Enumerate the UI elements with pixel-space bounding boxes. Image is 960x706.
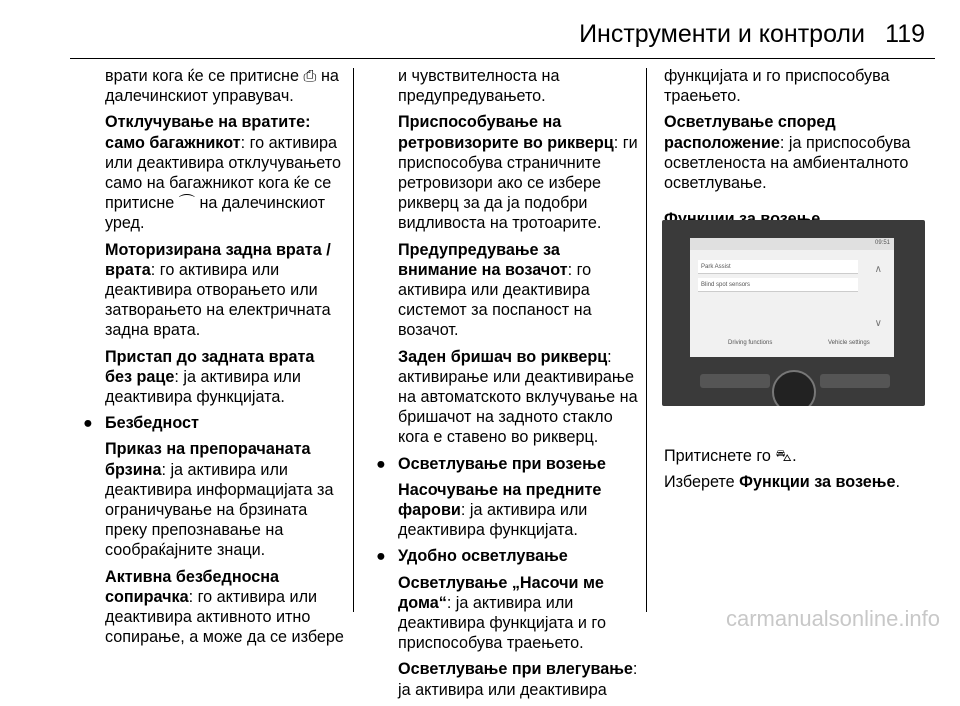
- bullet-icon: ●: [83, 414, 93, 433]
- chevron-up-icon: ∧: [874, 264, 882, 275]
- column-divider: [646, 68, 647, 612]
- paragraph: Изберете Функции за возење.: [664, 473, 900, 492]
- paragraph: и чувствителноста на предупредувањето.: [398, 67, 560, 106]
- column-1: [83, 66, 345, 653]
- screen-tabs: [698, 340, 888, 352]
- paragraph: Приспособување на ретровизорите во рикверц: ги приспособува страничните ретровизори ако се избере рикверц за да ја подобри видливоста на тротоарите.: [398, 113, 638, 233]
- paragraph: Активна безбедносна сопирачка: го активира или деактивира активното итно сопирање, а може да се избере: [105, 567, 344, 647]
- paragraph: Отклучување на вратите: само багажникот: го активира или деактивира отклучувањето само на багажникот кога ќе се притисне ⌒ на далечинскиот уред.: [105, 113, 342, 233]
- screen-ui: [690, 238, 894, 357]
- paragraph: Заден бришач во рикверц: активирање или деактивирање на автоматското вклучување на бришачот на задното стакло кога е ставено во рикверц.: [398, 347, 638, 447]
- button-strip-right: [820, 374, 890, 388]
- tab-driving-functions: Driving functions: [728, 340, 773, 346]
- paragraph: Предупредување за внимание на возачот: го активира или деактивира системот за поспаност на возачот.: [398, 240, 592, 340]
- page-header: [0, 0, 960, 62]
- clock: 09:51: [874, 240, 890, 246]
- page-number: 119: [885, 20, 925, 48]
- column-3: [664, 66, 929, 235]
- bullet-icon: ●: [376, 547, 386, 566]
- column-divider: [353, 68, 354, 612]
- button-strip-left: [700, 374, 770, 388]
- row-blind-spot: Blind spot sensors: [698, 278, 858, 292]
- paragraph: Осветлување при влегување: ја активира или деактивира: [398, 660, 638, 699]
- volume-knob: [772, 370, 816, 406]
- header-rule: [70, 58, 935, 59]
- bullet-icon: ●: [376, 454, 386, 473]
- paragraph: Моторизирана задна врата / врата: го активира или деактивира отворањето или затворањето на електричната задна врата.: [105, 240, 331, 340]
- bullet-item: ● Безбедност: [83, 414, 199, 433]
- watermark: carmanualsonline.info: [725, 606, 940, 631]
- bullet-item: ● Удобно осветлување: [376, 547, 568, 566]
- status-bar: [690, 238, 894, 250]
- paragraph: Притиснете го ⛍.: [664, 447, 797, 465]
- column-2: [376, 66, 638, 706]
- paragraph: Приказ на препорачаната брзина: ја активира или деактивира информацијата за ограничувањe на брзината преку препознавање на сообраќајните знаци.: [105, 440, 334, 560]
- row-park-assist: Park Assist: [698, 260, 858, 274]
- page-title: Инструменти и контроли: [579, 20, 865, 48]
- bullet-item: ● Осветлување при возење: [376, 454, 606, 473]
- paragraph: Осветлување според расположение: ја приспособува осветленоста на амбиенталното осветлување.: [664, 113, 911, 193]
- paragraph: Пристап до задната врата без раце: ја активира или деактивира функцијата.: [105, 347, 315, 407]
- paragraph: Осветлување „Насочи ме дома“: ја активира или деактивира функцијата и го приспособува траењето.: [398, 573, 606, 653]
- infotainment-screen-image: [662, 220, 925, 406]
- paragraph: Насочување на предните фарови: ја активира или деактивира функцијата.: [398, 480, 602, 540]
- tab-vehicle-settings: Vehicle settings: [828, 340, 870, 346]
- paragraph: врати кога ќе се притисне ⎙ на далечинскиот управувач.: [105, 67, 339, 106]
- paragraph: функцијата и го приспособува траењето.: [664, 67, 890, 106]
- chevron-down-icon: ∨: [874, 318, 882, 329]
- column-3-bottom: [664, 446, 929, 498]
